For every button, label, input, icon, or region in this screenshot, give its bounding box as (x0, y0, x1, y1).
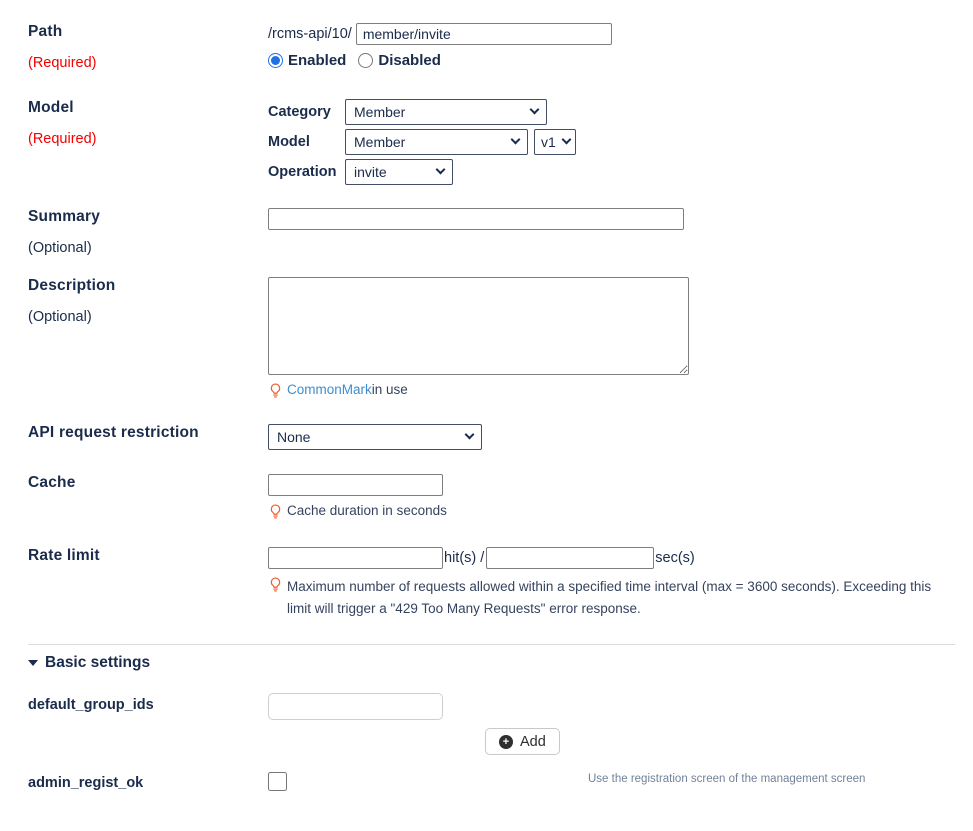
summary-input[interactable] (268, 208, 684, 230)
path-label: Path (28, 23, 63, 40)
rate-limit-hint-text: Maximum number of requests allowed within a specified time interval (max = 3600 seconds). Exceeding this limit will trigger a "429 Too Many Requests" error response. (287, 578, 932, 617)
summary-optional-note: (Optional) (28, 240, 92, 256)
model-select[interactable] (345, 129, 528, 155)
path-input[interactable] (356, 23, 612, 45)
summary-label: Summary (28, 208, 101, 225)
operation-select[interactable] (345, 159, 453, 185)
cache-content (268, 474, 955, 520)
model-row (28, 99, 955, 185)
rate-limit-hint (268, 576, 940, 621)
path-required-note: (Required) (28, 55, 97, 71)
model-content (268, 99, 955, 185)
model-sub-label: Model (268, 134, 310, 150)
description-label: Description (28, 277, 116, 294)
description-content (268, 277, 955, 399)
plus-circle-icon: + (499, 735, 513, 749)
cache-hint (268, 503, 955, 520)
section-divider (28, 644, 955, 645)
rate-limit-row (28, 547, 955, 621)
api-restriction-row (28, 424, 955, 450)
add-button-label: Add (520, 733, 546, 750)
version-select-control[interactable] (534, 129, 576, 155)
rate-limit-label: Rate limit (28, 546, 100, 564)
summary-row (28, 208, 955, 256)
description-row (28, 277, 955, 399)
basic-settings-toggle[interactable] (28, 654, 955, 672)
rate-limit-content (268, 547, 955, 621)
admin-regist-ok-note: Use the registration screen of the management screen (588, 773, 866, 786)
api-restriction-select[interactable] (268, 424, 482, 450)
rate-limit-label-col (28, 547, 268, 565)
disabled-radio-label[interactable]: Disabled (378, 52, 441, 69)
default-group-ids-input[interactable] (268, 693, 443, 720)
model-required-note: (Required) (28, 131, 97, 147)
cache-hint-text: Cache duration in seconds (287, 502, 447, 518)
admin-regist-ok-label: admin_regist_ok (28, 775, 144, 792)
version-select[interactable] (534, 129, 576, 155)
path-row (28, 23, 955, 71)
path-label-col (28, 23, 268, 71)
model-label-col (28, 99, 268, 147)
description-optional-note: (Optional) (28, 309, 92, 325)
commonmark-link[interactable]: CommonMark (287, 382, 372, 397)
caret-down-icon (28, 660, 38, 666)
category-select[interactable] (345, 99, 547, 125)
summary-content (268, 208, 955, 230)
disabled-radio[interactable] (358, 53, 373, 68)
default-group-ids-content (268, 693, 955, 755)
lightbulb-icon (270, 577, 281, 592)
commonmark-hint (268, 382, 955, 399)
api-restriction-select-control[interactable] (268, 424, 482, 450)
operation-select-control[interactable] (345, 159, 453, 185)
description-label-col (28, 277, 268, 325)
basic-settings-title: Basic settings (45, 654, 151, 672)
path-content (268, 23, 955, 69)
default-group-ids-label: default_group_ids (28, 697, 154, 714)
commonmark-hint-suffix: in use (371, 382, 408, 397)
default-group-ids-row (28, 693, 955, 755)
rate-limit-hits-unit: hit(s) / (444, 549, 485, 566)
add-button[interactable] (485, 728, 560, 755)
rate-limit-secs-unit: sec(s) (655, 549, 695, 566)
cache-input[interactable] (268, 474, 443, 496)
admin-regist-ok-content (268, 771, 955, 791)
admin-regist-ok-row (28, 771, 955, 791)
category-select-control[interactable] (345, 99, 547, 125)
model-label: Model (28, 99, 74, 116)
cache-row (28, 474, 955, 520)
cache-label-col (28, 474, 268, 492)
enabled-radio-label[interactable]: Enabled (288, 52, 347, 69)
model-select-control[interactable] (345, 129, 528, 155)
category-label: Category (268, 104, 331, 120)
admin-regist-ok-checkbox[interactable] (268, 772, 287, 791)
lightbulb-icon (270, 504, 281, 519)
api-restriction-label-col (28, 424, 268, 442)
lightbulb-icon (270, 383, 281, 398)
admin-regist-ok-label-col (28, 771, 268, 791)
rate-limit-hits-input[interactable] (268, 547, 443, 569)
enabled-radio[interactable] (268, 53, 283, 68)
api-restriction-label: API request restriction (28, 423, 199, 441)
rate-limit-secs-input[interactable] (486, 547, 654, 569)
default-group-ids-label-col (28, 693, 268, 713)
operation-label: Operation (268, 164, 337, 180)
summary-label-col (28, 208, 268, 256)
cache-label: Cache (28, 473, 76, 491)
description-textarea[interactable] (268, 277, 689, 375)
api-restriction-content (268, 424, 955, 450)
path-prefix: /rcms-api/10/ (268, 26, 352, 42)
